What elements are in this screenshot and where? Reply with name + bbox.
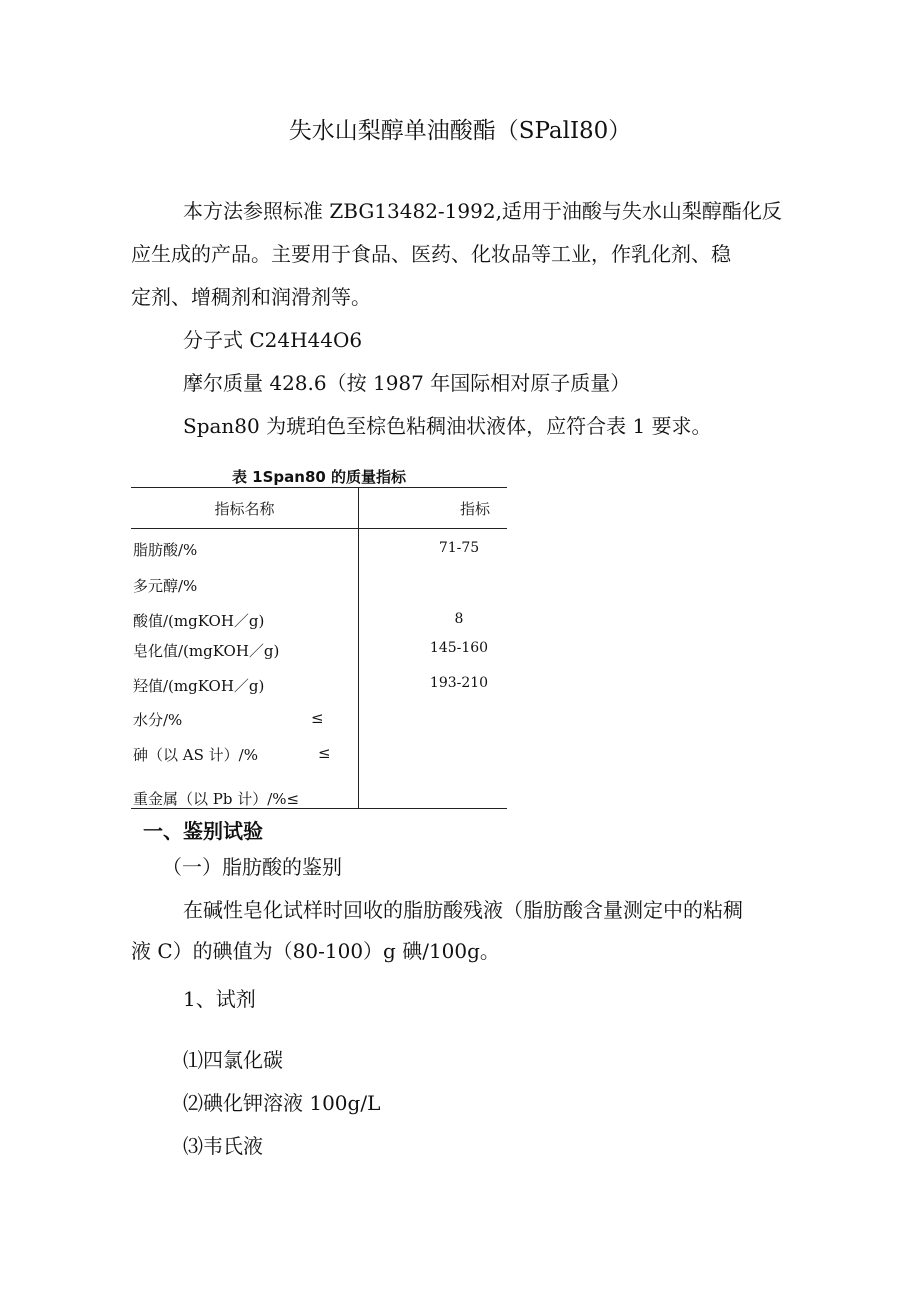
- intro-line-1: 本方法参照标准 ZBG13482-1992,适用于油酸与失水山梨醇酯化反: [183, 199, 782, 223]
- table-header-value: 指标: [459, 500, 490, 518]
- reagent-item: ⑴四氯化碳: [183, 1048, 283, 1072]
- table-row-name: 酸值/(mgKOH／g): [133, 612, 265, 630]
- table-row-mark: ≤: [311, 709, 324, 727]
- table-row-value: 8: [454, 611, 464, 627]
- product-description: Span80 为琥珀色至棕色粘稠油状液体，应符合表 1 要求。: [183, 414, 712, 438]
- reagent-heading: 1、试剂: [183, 987, 256, 1011]
- table-row-mark: ≤: [318, 744, 331, 762]
- table-row-name: 羟值/(mgKOH／g): [133, 677, 265, 695]
- intro-line-3: 定剂、增稠剂和润滑剂等。: [131, 285, 371, 309]
- section-paragraph-line-1: 在碱性皂化试样时回收的脂肪酸残液（脂肪酸含量测定中的粘稠: [183, 898, 743, 922]
- table-row-value: 71-75: [438, 540, 480, 556]
- table-caption: 表 1Span80 的质量指标: [231, 468, 407, 486]
- page-title: 失水山梨醇单油酸酯（SPalI80）: [288, 118, 632, 144]
- table-row-name: 砷（以 AS 计）/%: [133, 746, 258, 764]
- table-header-name: 指标名称: [214, 500, 275, 518]
- molecular-formula: 分子式 C24H44O6: [183, 328, 363, 352]
- table-header-rule: [131, 528, 507, 529]
- section-heading: 一、鉴别试验: [143, 819, 263, 843]
- table-row-name: 水分/%: [133, 711, 183, 729]
- reagent-item: ⑶韦氏液: [183, 1134, 263, 1158]
- table-column-divider: [358, 487, 359, 808]
- table-row-value: 145-160: [429, 640, 489, 656]
- table-row-name: 重金属（以 Pb 计）/%≤: [133, 790, 300, 808]
- section-paragraph-line-2: 液 C）的碘值为（80-100）g 碘/100g。: [131, 939, 500, 963]
- molar-mass: 摩尔质量 428.6（按 1987 年国际相对原子质量）: [183, 371, 631, 395]
- table-row-name: 多元醇/%: [133, 577, 198, 595]
- subsection-heading: （一）脂肪酸的鉴别: [162, 855, 342, 879]
- intro-line-2: 应生成的产品。主要用于食品、医药、化妆品等工业，作乳化剂、稳: [131, 242, 731, 266]
- table-top-rule: [131, 487, 507, 488]
- table-row-value: 193-210: [429, 675, 489, 691]
- reagent-item: ⑵碘化钾溶液 100g/L: [183, 1091, 381, 1115]
- table-row-name: 脂肪酸/%: [133, 541, 198, 559]
- table-row-name: 皂化值/(mgKOH／g): [133, 642, 280, 660]
